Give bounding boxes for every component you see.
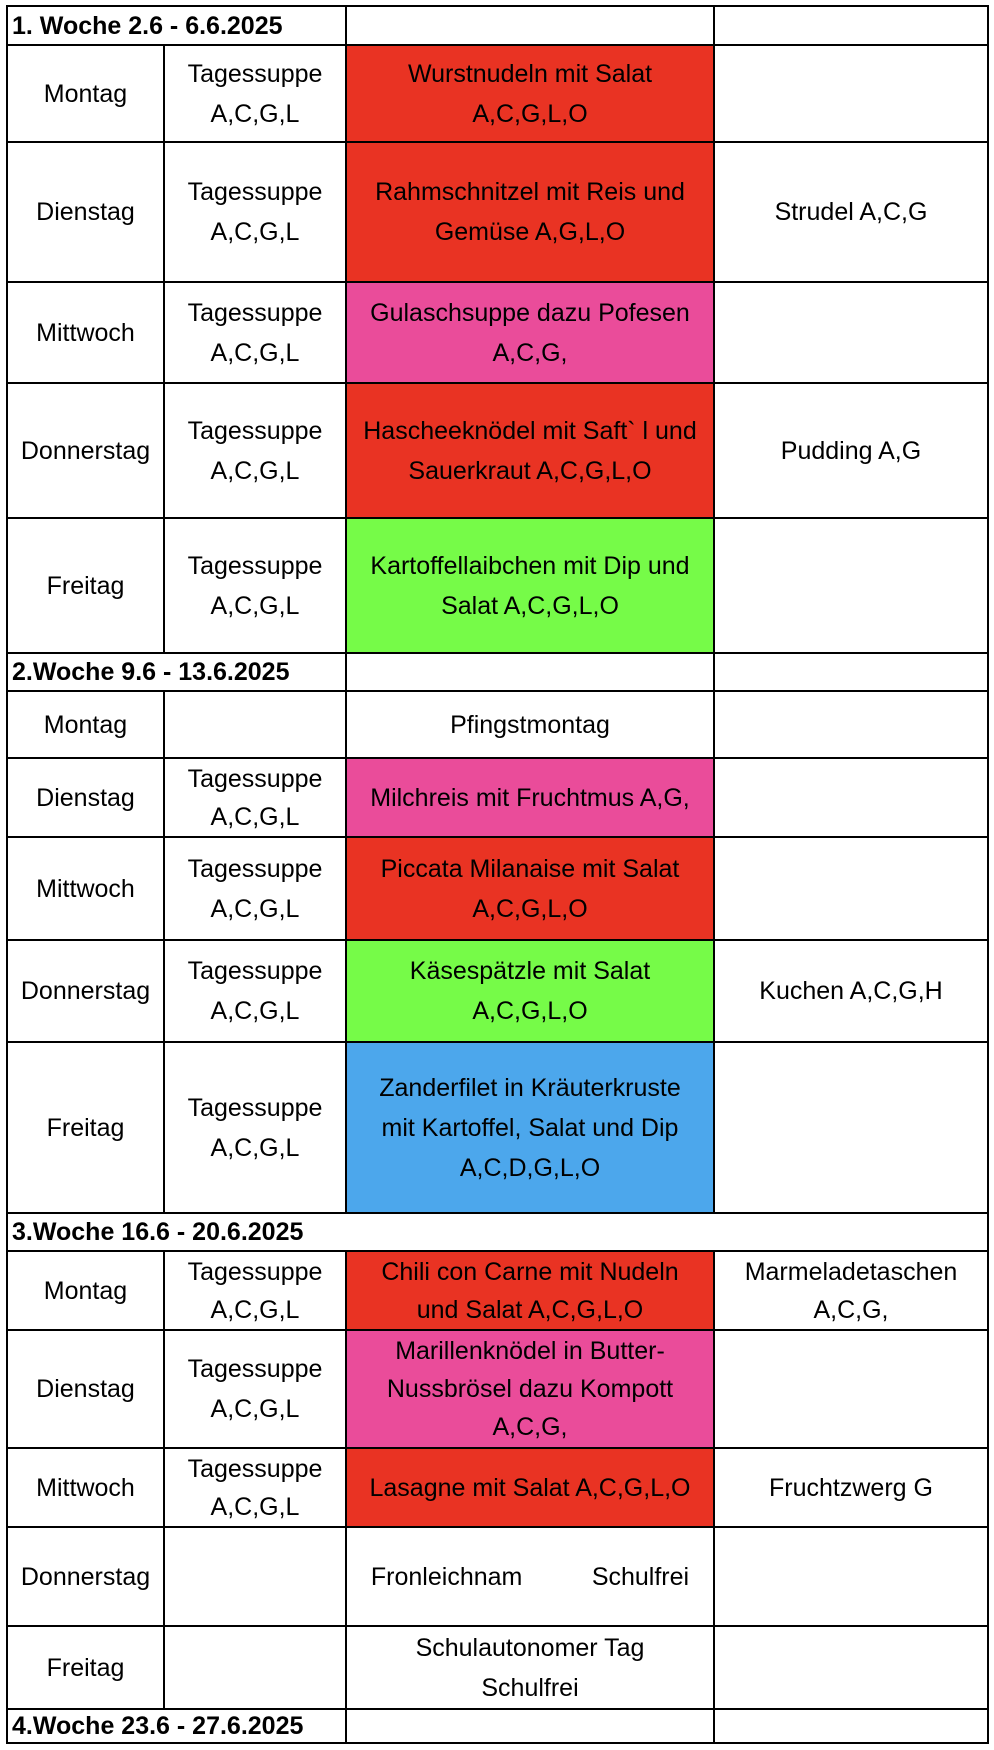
- week-4-title: 4.Woche 23.6 - 27.6.2025: [6, 1708, 347, 1744]
- week-3-title: 3.Woche 16.6 - 20.6.2025: [6, 1212, 989, 1252]
- day-label: Freitag: [6, 1041, 165, 1214]
- lunch-menu-table: [6, 5, 989, 1744]
- soup-cell: Tagessuppe A,C,G,L: [163, 1250, 347, 1331]
- week-1-header-blank-main: [345, 5, 715, 46]
- soup-cell: Tagessuppe A,C,G,L: [163, 1329, 347, 1449]
- soup-cell: Tagessuppe A,C,G,L: [163, 1447, 347, 1528]
- dessert-cell: [713, 44, 989, 143]
- day-label: Freitag: [6, 517, 165, 654]
- main-dish-cell: Wurstnudeln mit Salat A,C,G,L,O: [345, 44, 715, 143]
- dessert-cell: [713, 1329, 989, 1449]
- day-label: Freitag: [6, 1625, 165, 1710]
- dessert-cell: Strudel A,C,G: [713, 141, 989, 283]
- soup-cell: [163, 1526, 347, 1627]
- week-2-header-blank-main: [345, 652, 715, 692]
- dessert-cell: Marmeladetaschen A,C,G,: [713, 1250, 989, 1331]
- dessert-cell: [713, 1625, 989, 1710]
- week-4-header-blank-dessert: [713, 1708, 989, 1744]
- soup-cell: Tagessuppe A,C,G,L: [163, 757, 347, 838]
- day-label: Dienstag: [6, 757, 165, 838]
- day-label: Donnerstag: [6, 382, 165, 519]
- main-dish-cell: Milchreis mit Fruchtmus A,G,: [345, 757, 715, 838]
- dessert-cell: Kuchen A,C,G,H: [713, 939, 989, 1043]
- soup-cell: Tagessuppe A,C,G,L: [163, 44, 347, 143]
- soup-cell: Tagessuppe A,C,G,L: [163, 281, 347, 384]
- soup-cell: Tagessuppe A,C,G,L: [163, 836, 347, 941]
- soup-cell: Tagessuppe A,C,G,L: [163, 382, 347, 519]
- soup-cell: Tagessuppe A,C,G,L: [163, 141, 347, 283]
- main-dish-cell: Gulaschsuppe dazu Pofesen A,C,G,: [345, 281, 715, 384]
- main-dish-cell: Hascheeknödel mit Saft` l und Sauerkraut A,C,G,L,O: [345, 382, 715, 519]
- day-label: Montag: [6, 44, 165, 143]
- week-2-title: 2.Woche 9.6 - 13.6.2025: [6, 652, 347, 692]
- main-dish-cell: Marillenknödel in Butter- Nussbrösel dazu Kompott A,C,G,: [345, 1329, 715, 1449]
- dessert-cell: [713, 281, 989, 384]
- soup-cell: Tagessuppe A,C,G,L: [163, 517, 347, 654]
- main-dish-cell: Rahmschnitzel mit Reis und Gemüse A,G,L,O: [345, 141, 715, 283]
- main-dish-cell: Käsespätzle mit Salat A,C,G,L,O: [345, 939, 715, 1043]
- day-label: Donnerstag: [6, 1526, 165, 1627]
- main-dish-cell: Fronleichnam Schulfrei: [345, 1526, 715, 1627]
- week-4-header-blank-main: [345, 1708, 715, 1744]
- soup-cell: Tagessuppe A,C,G,L: [163, 1041, 347, 1214]
- dessert-cell: Pudding A,G: [713, 382, 989, 519]
- soup-cell: [163, 690, 347, 759]
- day-label: Mittwoch: [6, 836, 165, 941]
- day-label: Dienstag: [6, 1329, 165, 1449]
- day-label: Mittwoch: [6, 281, 165, 384]
- dessert-cell: [713, 1041, 989, 1214]
- main-dish-cell: Pfingstmontag: [345, 690, 715, 759]
- soup-cell: [163, 1625, 347, 1710]
- main-dish-cell: Schulautonomer Tag Schulfrei: [345, 1625, 715, 1710]
- day-label: Montag: [6, 1250, 165, 1331]
- dessert-cell: [713, 690, 989, 759]
- week-1-header-blank-dessert: [713, 5, 989, 46]
- main-dish-cell: Piccata Milanaise mit Salat A,C,G,L,O: [345, 836, 715, 941]
- week-1-title: 1. Woche 2.6 - 6.6.2025: [6, 5, 347, 46]
- dessert-cell: Fruchtzwerg G: [713, 1447, 989, 1528]
- main-dish-cell: Lasagne mit Salat A,C,G,L,O: [345, 1447, 715, 1528]
- main-dish-cell: Chili con Carne mit Nudeln und Salat A,C,G,L,O: [345, 1250, 715, 1331]
- soup-cell: Tagessuppe A,C,G,L: [163, 939, 347, 1043]
- dessert-cell: [713, 757, 989, 838]
- main-dish-cell: Zanderfilet in Kräuterkruste mit Kartoffel, Salat und Dip A,C,D,G,L,O: [345, 1041, 715, 1214]
- dessert-cell: [713, 836, 989, 941]
- day-label: Donnerstag: [6, 939, 165, 1043]
- main-dish-cell: Kartoffellaibchen mit Dip und Salat A,C,G,L,O: [345, 517, 715, 654]
- dessert-cell: [713, 517, 989, 654]
- day-label: Dienstag: [6, 141, 165, 283]
- week-2-header-blank-dessert: [713, 652, 989, 692]
- dessert-cell: [713, 1526, 989, 1627]
- day-label: Montag: [6, 690, 165, 759]
- day-label: Mittwoch: [6, 1447, 165, 1528]
